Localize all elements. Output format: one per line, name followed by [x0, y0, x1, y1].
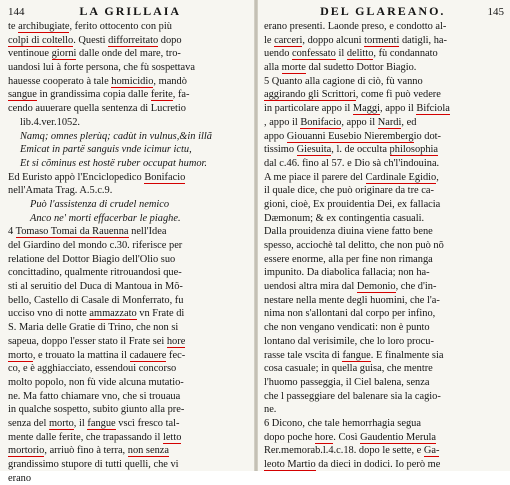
text-run: mente dalle ferite, che trapassando il: [8, 431, 163, 443]
text-line: [264, 47, 504, 61]
left-page-text: [8, 20, 250, 485]
text-line: [8, 20, 250, 34]
text-line: [264, 417, 504, 431]
underlined-term: hore: [314, 431, 334, 443]
text-line: [264, 198, 504, 212]
text-run: le: [264, 34, 275, 46]
text-run: vscì fresco tal-: [115, 417, 180, 429]
text-line: [264, 239, 504, 253]
text-line: [8, 417, 250, 431]
text-line: [264, 431, 504, 445]
underlined-term: Tomaso Tomai da Rauenna: [15, 226, 129, 238]
text-run: sapeua, doppo l'esser stato il Frate sei: [8, 335, 167, 347]
text-run: dal c.46. fino al 57. e Dio sà ch'l'indouina.: [264, 157, 440, 169]
underlined-term: cadauere: [129, 349, 167, 361]
underlined-term: Gaudentio Merula: [360, 431, 437, 443]
text-line: [8, 157, 250, 171]
text-line: [8, 253, 250, 267]
text-line: [8, 472, 250, 485]
underlined-term: Bifciola: [416, 103, 450, 115]
text-run: 5 Quanto alla cagione di ciò, fù vanno: [264, 75, 423, 87]
text-run: grandissimo stupore di tutti quelli, che vi: [8, 459, 179, 470]
text-line: [264, 225, 504, 239]
text-line: [264, 88, 504, 102]
underlined-term: aggirando gli Scrittori: [264, 89, 356, 101]
text-line: [8, 266, 250, 280]
text-run: , arriuò fino à terra,: [44, 445, 128, 457]
text-run: Può l'assistenza di crudel nemico: [30, 198, 170, 210]
text-line: [8, 184, 250, 198]
text-line: [8, 171, 250, 185]
text-line: [8, 47, 250, 61]
text-line: [264, 458, 504, 472]
text-run: , mandò: [153, 75, 187, 87]
text-run: del Giardino del mondo c.30. riferisce per: [8, 240, 183, 251]
text-run: , appo il: [380, 103, 417, 115]
text-run: lontano dal verisimile, che lo loro procu-: [264, 335, 434, 347]
text-run: gioni, cioè, Ex prouidentia Dei, ex fallacia: [264, 198, 441, 210]
text-run: , e trouato la mattina il: [32, 349, 130, 361]
text-line: [8, 75, 250, 89]
text-line: [264, 280, 504, 294]
text-line: [264, 157, 504, 171]
text-line: [264, 143, 504, 157]
underlined-term: non senza: [127, 445, 170, 457]
text-line: [8, 390, 250, 404]
text-run: , ed: [401, 116, 417, 128]
text-line: [8, 130, 250, 144]
underlined-term: fangue: [342, 349, 371, 361]
text-line: [8, 458, 250, 472]
text-run: , che d'in-: [395, 281, 437, 293]
text-run: 4: [8, 226, 16, 238]
underlined-term: Bonifacio: [144, 171, 186, 183]
text-run: , l. de occulta: [331, 144, 390, 156]
text-run: in grandissima copia dalle: [36, 89, 151, 101]
text-run: che l passeggiare del balenare sia la cagio-: [264, 390, 441, 402]
text-run: cosa casuale; in quella guisa, che mentre: [264, 363, 433, 375]
text-run: dopo: [158, 34, 182, 46]
text-line: [8, 102, 250, 116]
text-run: 6 Dicono, che tale hemorrhagia segua: [264, 417, 421, 429]
text-run: nell'Idea: [128, 226, 167, 238]
text-run: dal sudetto Dottor Biagio.: [305, 62, 417, 74]
text-run: ,: [436, 171, 439, 183]
text-run: appo: [264, 130, 287, 142]
text-run: spesso, acciochè tal delitto, che non può nõ: [264, 240, 444, 251]
text-run: rasse tale vscita di: [264, 349, 343, 361]
text-run: bello, Castello di Casale di Monferrato, fu: [8, 294, 184, 306]
text-run: , il: [73, 417, 88, 429]
text-run: vn Frate di: [136, 308, 185, 320]
text-run: , fù condannato: [373, 48, 438, 60]
text-run: uendo: [264, 48, 292, 60]
text-run: ventinoue: [8, 48, 52, 60]
text-line: [8, 116, 250, 130]
text-line: [8, 143, 250, 157]
underlined-term: giorni: [51, 48, 77, 60]
text-run: , appo il: [341, 116, 378, 128]
text-run: Namq; omnes plerùq; cadùt in vulnus,&in illã: [20, 130, 212, 142]
text-run: , fa-: [172, 89, 190, 101]
underlined-term: confessato: [292, 48, 336, 60]
text-run: te: [8, 21, 19, 32]
text-line: [8, 362, 250, 376]
text-run: io dot-: [413, 130, 441, 142]
text-line: [8, 431, 250, 445]
text-run: nell'Amata Trag. A.5.c.9.: [8, 185, 113, 197]
underlined-term: Giouanni Eusebio Nieremberg: [286, 130, 414, 142]
text-run: alla: [264, 62, 282, 74]
text-line: [264, 294, 504, 308]
underlined-term: homicidio: [111, 75, 154, 87]
text-line: [264, 61, 504, 75]
text-line: [264, 444, 504, 458]
text-run: l'huomo passeggia, il Ciel balena, senza: [264, 376, 430, 388]
right-page: [258, 0, 510, 471]
text-line: [8, 403, 250, 417]
text-run: nima non s'allontani dal corpo per infino,: [264, 308, 436, 320]
text-line: [264, 75, 504, 89]
text-line: [8, 34, 250, 48]
underlined-term: delitto: [346, 48, 374, 60]
text-line: [8, 212, 250, 226]
text-line: [264, 307, 504, 321]
text-run: , appo il: [264, 116, 301, 128]
text-run: . E finalmente sia: [370, 349, 444, 361]
text-run: dalle onde del mare, tro-: [76, 48, 181, 60]
text-run: fec-: [166, 349, 186, 361]
text-run: ucciso vno di notte: [8, 308, 90, 320]
text-run: essere enorme, alla per fine non rimanga: [264, 253, 433, 265]
text-run: lib.4.ver.1052.: [20, 116, 81, 128]
text-line: [264, 20, 504, 34]
text-line: [264, 34, 504, 48]
text-run: co, e è agghiacciato, essendoui concorso: [8, 363, 177, 375]
running-head-title-right: DEL GLAREANO.: [320, 4, 446, 18]
text-run: impunito. Da diabolica fallacia; non ha-: [264, 267, 430, 279]
text-line: [264, 102, 504, 116]
text-run: il quale dice, che può originare da tre ca-: [264, 185, 434, 197]
text-line: [264, 335, 504, 349]
text-run: A me piace il parere del: [264, 171, 366, 183]
text-run: datigli, ha-: [399, 34, 447, 46]
underlined-term: Giesuita: [296, 144, 332, 156]
text-line: [264, 376, 504, 390]
text-run: S. Maria delle Gratie di Trino, che non si: [8, 322, 179, 334]
text-run: Ed Euristo appò l'Enciclopedico: [8, 171, 145, 183]
text-line: [8, 280, 250, 294]
text-line: [8, 307, 250, 321]
text-run: cendo auuerare quella sentenza di Lucretio: [8, 103, 186, 115]
text-line: [8, 88, 250, 102]
text-run: sti al seruitio del Duca di Mantoua in Mõ-: [8, 281, 183, 293]
underlined-term: Ga-: [423, 445, 440, 457]
text-run: ne. Ma fatto chiamare vno, che si trouaua: [8, 390, 181, 402]
text-line: [264, 253, 504, 267]
text-line: [264, 349, 504, 363]
underlined-term: difforreitato: [108, 34, 159, 46]
underlined-term: colpi di coltello: [8, 34, 74, 46]
text-line: [8, 225, 250, 239]
text-run: uendosi altra mira dal: [264, 281, 357, 293]
text-run: Anco ne' morti effacerbar le piaghe.: [30, 212, 181, 224]
underlined-term: sangue: [8, 89, 37, 101]
underlined-term: letto: [162, 431, 182, 443]
page-number-left: 144: [8, 6, 25, 18]
page-number-right: 145: [487, 6, 504, 18]
text-line: [8, 198, 250, 212]
text-line: [8, 349, 250, 363]
running-head-right: [264, 4, 504, 20]
right-page-text: [264, 20, 504, 472]
text-run: il: [335, 48, 347, 60]
text-run: dopo poche: [264, 431, 315, 443]
underlined-term: hore: [166, 335, 186, 347]
underlined-term: mortorio: [8, 445, 45, 457]
underlined-term: carceri: [274, 34, 303, 46]
text-run: nestare nella mente degli huomini, che l'a-: [264, 294, 440, 306]
underlined-term: tormenti: [364, 34, 400, 46]
underlined-term: morte: [281, 62, 306, 74]
text-run: uandosi lui à forte persona, che fù sospettava: [8, 62, 195, 74]
underlined-term: morto: [8, 349, 33, 361]
text-line: [264, 184, 504, 198]
text-run: Dalla prouidenza diuina viene fatto bene: [264, 226, 433, 238]
text-line: [8, 294, 250, 308]
text-line: [8, 239, 250, 253]
text-run: senza del: [8, 417, 49, 429]
text-line: [264, 390, 504, 404]
underlined-term: Demonio: [356, 281, 396, 293]
text-line: [8, 61, 250, 75]
text-line: [8, 376, 250, 390]
underlined-term: archibugiate: [18, 21, 70, 32]
text-run: erano: [8, 472, 32, 484]
text-run: Dæmonum; & ex contingentia casuali.: [264, 212, 425, 224]
text-run: in qualche sospetto, subito giunto alla pre-: [8, 404, 185, 416]
text-run: relatione del Dottor Biagio dell'Olio suo: [8, 253, 176, 265]
underlined-term: Nardi: [377, 116, 402, 128]
text-run: da dieci in dodici. Io però me: [315, 459, 441, 470]
underlined-term: Bonifacio: [300, 116, 342, 128]
text-line: [264, 362, 504, 376]
text-line: [8, 444, 250, 458]
text-run: Emicat in partë sanguis vnde icimur ictu,: [20, 144, 192, 156]
text-line: [264, 266, 504, 280]
underlined-term: fangue: [87, 417, 116, 429]
text-run: Rer.memorab.l.4.c.18. dopo le sette, e: [264, 445, 424, 457]
text-run: concittadino, qualmente ritrouandosi que-: [8, 267, 182, 279]
text-line: [264, 403, 504, 417]
running-head-title-left: LA GRILLAIA: [79, 4, 182, 18]
underlined-term: ferite: [150, 89, 173, 101]
text-line: [8, 335, 250, 349]
text-run: in particolare appo il: [264, 103, 353, 115]
text-run: erano presenti. Laonde preso, e condotto al-: [264, 21, 447, 32]
text-line: [264, 321, 504, 335]
text-line: [264, 130, 504, 144]
underlined-term: Maggi: [352, 103, 381, 115]
text-run: , ferito ottocento con più: [69, 21, 172, 32]
underlined-term: leoto Martio: [264, 459, 316, 470]
text-run: , come fi può vedere: [355, 89, 441, 101]
text-run: molto popolo, non fù vide alcuna mutatio-: [8, 376, 184, 388]
text-run: che non vengano vendicati: non è punto: [264, 322, 430, 334]
underlined-term: Cardinale Egidio: [365, 171, 437, 183]
text-run: ne.: [264, 404, 277, 416]
text-run: , doppo alcuni: [302, 34, 365, 46]
underlined-term: morto: [48, 417, 74, 429]
text-line: [264, 212, 504, 226]
text-run: Et si cõminus est hostë ruber occupat humor.: [20, 157, 208, 169]
text-run: . Così: [333, 431, 361, 443]
text-run: . Questi: [73, 34, 109, 46]
text-line: [264, 171, 504, 185]
text-line: [264, 116, 504, 130]
underlined-term: ammazzato: [89, 308, 137, 320]
text-run: tissimo: [264, 144, 297, 156]
running-head-left: [8, 4, 250, 20]
underlined-term: philosophia: [389, 144, 439, 156]
text-run: hauesse cooperato à tale: [8, 75, 112, 87]
text-line: [8, 321, 250, 335]
